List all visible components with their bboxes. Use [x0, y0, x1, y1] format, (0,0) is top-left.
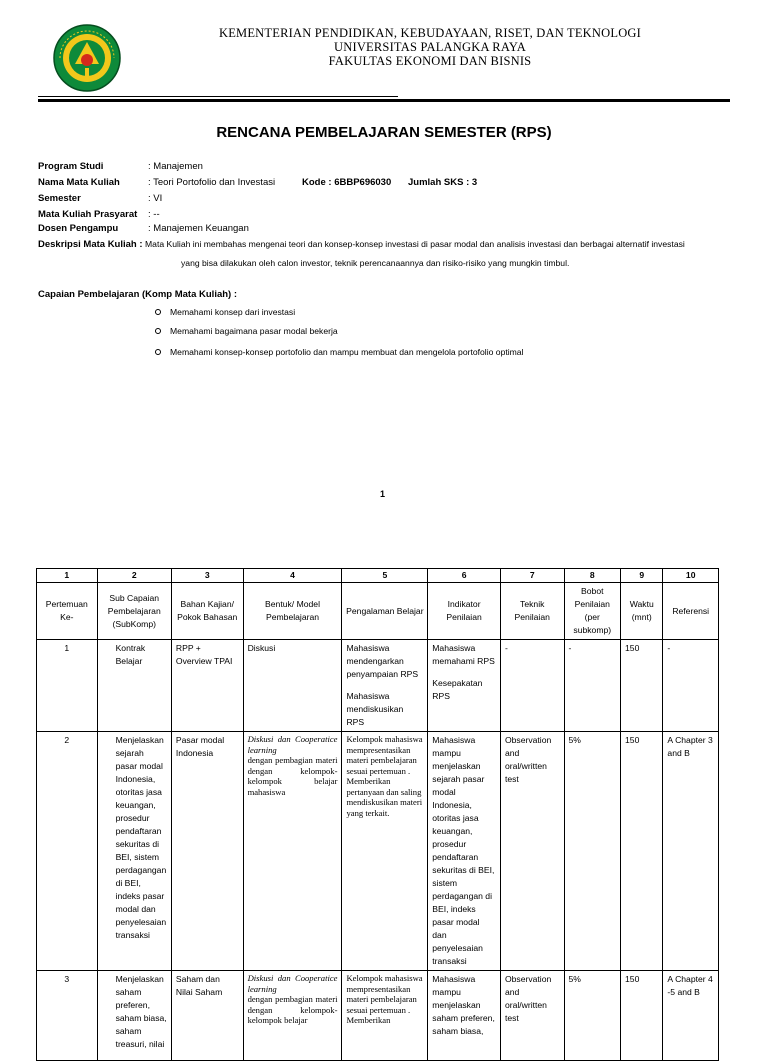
column-number: 3 [171, 569, 243, 583]
column-header: Pengalaman Belajar [342, 583, 428, 640]
cell-bobot: 5% [564, 971, 621, 1061]
kode-value: Kode : 6BBP696030 [302, 177, 392, 188]
table-row [37, 971, 719, 1061]
bullet-icon [155, 309, 161, 315]
column-number: 2 [97, 569, 171, 583]
column-number-row [37, 569, 719, 583]
capaian-item: Memahami konsep dari investasi [155, 307, 295, 317]
table-row [37, 732, 719, 971]
column-header: Referensi [663, 583, 719, 640]
cell-sub-capaian: Kontrak Belajar [97, 640, 171, 732]
document-title: RENCANA PEMBELAJARAN SEMESTER (RPS) [216, 124, 552, 141]
header-rule-thick [38, 99, 730, 102]
header-row [37, 583, 719, 640]
cell-waktu: 150 [621, 640, 663, 732]
bullet-icon [155, 328, 161, 334]
bentuk-detail-text: dengan pembagian materi dengan kelompok-kelompok belajar mahasiswa [247, 755, 338, 797]
meta-dosen [38, 223, 738, 237]
cell-pengalaman: Kelompok mahasiswa mempresentasikan materi pembelajaran sesuai pertemuan . Memberikan pertanyaan dan saling mendiskusikan materi yang terkait. [342, 732, 428, 971]
cell-pengalaman: Kelompok mahasiswa mempresentasikan materi pembelajaran sesuai pertemuan . Memberikan [342, 971, 428, 1061]
header-rule-thin [38, 96, 398, 97]
cell-teknik: - [500, 640, 564, 732]
column-number: 5 [342, 569, 428, 583]
prasyarat-label: Mata Kuliah Prasyarat [38, 209, 138, 220]
bentuk-model-text: Diskusi dan Cooperatice learning [247, 973, 338, 994]
meta-deskripsi [38, 239, 738, 253]
program-value: : Manajemen [148, 161, 203, 172]
deskripsi-line1: Mata Kuliah ini membahas mengenai teori dan konsep-konsep investasi di pasar modal dan analisis investasi dan berbagai alternatif investasi [145, 239, 685, 249]
indikator-text: Kesepakatan RPS [432, 678, 483, 701]
table-row [37, 640, 719, 732]
header-line-faculty: FAKULTAS EKONOMI DAN BISNIS [328, 54, 532, 68]
university-logo [52, 24, 122, 92]
deskripsi-label: Deskripsi Mata Kuliah : [38, 239, 143, 250]
bentuk-model-text: Diskusi dan Cooperatice learning [247, 734, 338, 755]
column-header: Bentuk/ Model Pembelajaran [243, 583, 342, 640]
capaian-title: Capaian Pembelajaran (Komp Mata Kuliah) : [38, 289, 238, 300]
header-line-university: UNIVERSITAS PALANGKA RAYA [334, 40, 526, 54]
cell-bentuk: Diskusi [243, 640, 342, 732]
column-header: Waktu (mnt) [621, 583, 663, 640]
cell-bobot: 5% [564, 732, 621, 971]
deskripsi-line2: yang bisa dilakukan oleh calon investor, teknik perencanaannya dan risiko-risiko yang mungkin timbul. [181, 258, 570, 268]
prasyarat-value: : -- [148, 209, 160, 220]
cell-bobot: - [564, 640, 621, 732]
column-header: Bobot Penilaian (per subkomp) [564, 583, 621, 640]
column-number: 4 [243, 569, 342, 583]
cell-indikator [428, 640, 501, 732]
column-number: 9 [621, 569, 663, 583]
capaian-item: Memahami bagaimana pasar modal bekerja [155, 326, 338, 336]
column-number: 10 [663, 569, 719, 583]
header-line-ministry: KEMENTERIAN PENDIDIKAN, KEBUDAYAAN, RISET, DAN TEKNOLOGI [218, 26, 642, 40]
cell-indikator: Mahasiswa mampu menjelaskan saham preferen, saham biasa, [428, 971, 501, 1061]
column-number: 6 [428, 569, 501, 583]
cell-pertemuan: 1 [37, 640, 98, 732]
semester-label: Semester [38, 193, 81, 204]
cell-pengalaman [342, 640, 428, 732]
bentuk-detail-text: dengan pembagian materi dengan kelompok-kelompok belajar [247, 994, 338, 1025]
column-header: Teknik Penilaian [500, 583, 564, 640]
cell-referensi: A Chapter 3 and B [663, 732, 719, 971]
cell-referensi: - [663, 640, 719, 732]
column-header: Bahan Kajian/ Pokok Bahasan [171, 583, 243, 640]
cell-bahan-kajian: RPP + Overview TPAI [171, 640, 243, 732]
cell-bentuk [243, 732, 342, 971]
institution-header [190, 26, 670, 68]
meta-semester [38, 193, 738, 207]
dosen-value: : Manajemen Keuangan [148, 223, 249, 234]
cell-pertemuan: 3 [37, 971, 98, 1061]
capaian-item: Memahami konsep-konsep portofolio dan mampu membuat dan mengelola portofolio optimal [155, 347, 524, 357]
sks-value: Jumlah SKS : 3 [408, 177, 478, 188]
bullet-icon [155, 349, 161, 355]
column-number: 8 [564, 569, 621, 583]
matkul-value: : Teori Portofolio dan Investasi [148, 177, 276, 188]
cell-teknik: Observation and oral/written test [500, 971, 564, 1061]
cell-referensi: A Chapter 4 -5 and B [663, 971, 719, 1061]
meta-matkul [38, 177, 738, 191]
column-number: 7 [500, 569, 564, 583]
cell-waktu: 150 [621, 971, 663, 1061]
cell-indikator: Mahasiswa mampu menjelaskan sejarah pasar modal Indonesia, otoritas jasa keuangan, prosedur pendaftaran sekuritas di BEI, sistem perdagangan di BEI, indeks pasar modal dan penyelesaian transaksi [428, 732, 501, 971]
cell-waktu: 150 [621, 732, 663, 971]
meta-program [38, 161, 738, 175]
cell-sub-capaian: Menjelaskan saham preferen, saham biasa, saham treasuri, nilai [97, 971, 171, 1061]
column-header: Pertemuan Ke- [37, 583, 98, 640]
matkul-label: Nama Mata Kuliah [38, 177, 120, 188]
page-number: 1 [380, 489, 386, 499]
pengalaman-text: Mahasiswa mendengarkan penyampaian RPS [346, 643, 419, 679]
program-label: Program Studi [38, 161, 104, 172]
column-number: 1 [37, 569, 98, 583]
cell-bahan-kajian: Pasar modal Indonesia [171, 732, 243, 971]
column-header: Indikator Penilaian [428, 583, 501, 640]
cell-sub-capaian: Menjelaskan sejarah pasar modal Indonesia, otoritas jasa keuangan, prosedur pendaftaran sekuritas di BEI, sistem perdagangan di BEI, indeks pasar modal dan penyelesaian transaksi [97, 732, 171, 971]
cell-bahan-kajian: Saham dan Nilai Saham [171, 971, 243, 1061]
column-header: Sub Capaian Pembelajaran (SubKomp) [97, 583, 171, 640]
indikator-text: Mahasiswa memahami RPS [432, 643, 495, 666]
cell-bentuk [243, 971, 342, 1061]
rps-table [36, 568, 719, 1061]
semester-value: : VI [148, 193, 163, 204]
pengalaman-text: Mahasiswa mendiskusikan RPS [346, 691, 404, 727]
meta-prasyarat [38, 209, 738, 223]
cell-teknik: Observation and oral/written test [500, 732, 564, 971]
dosen-label: Dosen Pengampu [38, 223, 119, 234]
cell-pertemuan: 2 [37, 732, 98, 971]
